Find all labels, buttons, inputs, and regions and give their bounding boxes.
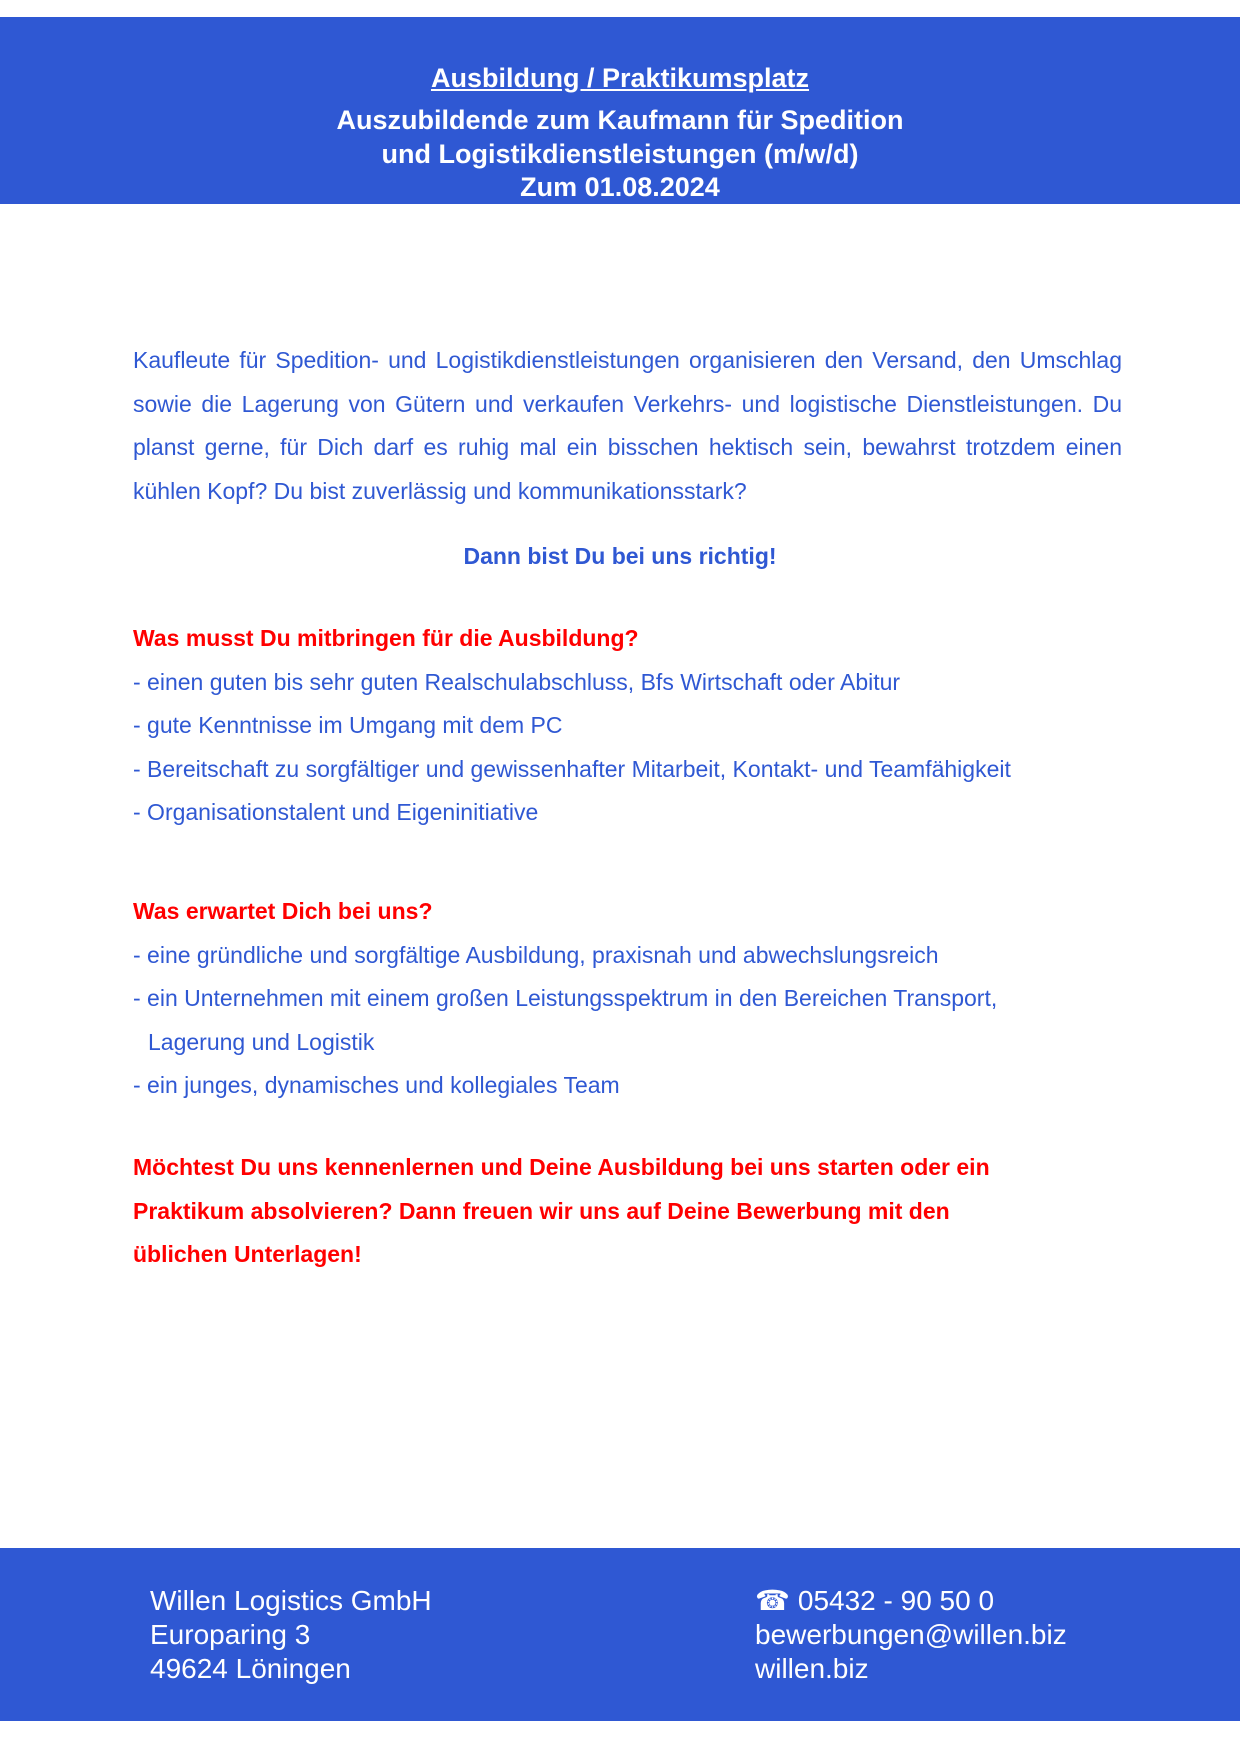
phone-line — [755, 1584, 1067, 1618]
closing-line: Möchtest Du uns kennenlernen und Deine Ausbildung bei uns starten oder ein — [133, 1154, 990, 1180]
closing-line: Praktikum absolvieren? Dann freuen wir uns auf Deine Bewerbung mit den — [133, 1197, 950, 1224]
footer-banner — [0, 1548, 1240, 1721]
city-address: 49624 Löningen — [150, 1653, 351, 1684]
closing-line: üblichen Unterlagen! — [133, 1241, 362, 1267]
offer-section — [133, 890, 1122, 1108]
start-date-line: Zum 01.08.2024 — [520, 172, 720, 202]
phone-number: 05432 - 90 50 0 — [797, 1585, 995, 1616]
list-item: - gute Kenntnisse im Umgang mit dem PC — [133, 712, 563, 738]
telephone-icon: ☎ — [755, 1585, 790, 1616]
job-title — [0, 104, 1240, 205]
list-item: - ein Unternehmen mit einem großen Leistungsspektrum in den Bereichen Transport, — [133, 985, 998, 1011]
header-banner — [0, 17, 1240, 204]
requirements-section — [133, 617, 1122, 835]
list-item: - ein junges, dynamisches und kollegiales Team — [133, 1072, 620, 1098]
list-item: - Organisationstalent und Eigeninitiative — [133, 799, 539, 825]
intro-paragraph: Kaufleute für Spedition- und Logistikdienstleistungen organisieren den Versand, den Umschlag sowie die Lagerung von Gütern und verkaufen Verkehrs- und logistische Dienstleistungen. Du planst gerne, für Dich darf es ruhig mal ein bisschen hektisch sein, bewahrst trotzdem einen kühlen Kopf? Du bist zuverlässig und kommunikationsstark? — [133, 347, 1122, 504]
website-link[interactable]: willen.biz — [755, 1653, 869, 1684]
list-item-continuation: Lagerung und Logistik — [148, 1028, 375, 1055]
company-address — [150, 1584, 432, 1686]
contact-details — [755, 1584, 1067, 1686]
list-item: - eine gründliche und sorgfältige Ausbildung, praxisnah und abwechslungsreich — [133, 941, 939, 968]
offer-heading: Was erwartet Dich bei uns? — [133, 898, 433, 924]
tagline: Dann bist Du bei uns richtig! — [463, 543, 777, 569]
company-name: Willen Logistics GmbH — [150, 1585, 432, 1616]
closing-call-to-action — [133, 1146, 1122, 1277]
street-address: Europaring 3 — [150, 1619, 311, 1650]
job-title-line: und Logistikdienstleistungen (m/w/d) — [381, 138, 859, 169]
requirements-heading: Was musst Du mitbringen für die Ausbildung? — [133, 625, 639, 651]
list-item: - Bereitschaft zu sorgfältiger und gewissenhafter Mitarbeit, Kontakt- und Teamfähigkeit — [133, 755, 1011, 782]
job-type-heading: Ausbildung / Praktikumsplatz — [430, 63, 810, 93]
email-link[interactable]: bewerbungen@willen.biz — [755, 1619, 1067, 1650]
job-title-line: Auszubildende zum Kaufmann für Spedition — [336, 105, 904, 135]
list-item: - einen guten bis sehr guten Realschulabschluss, Bfs Wirtschaft oder Abitur — [133, 668, 901, 695]
